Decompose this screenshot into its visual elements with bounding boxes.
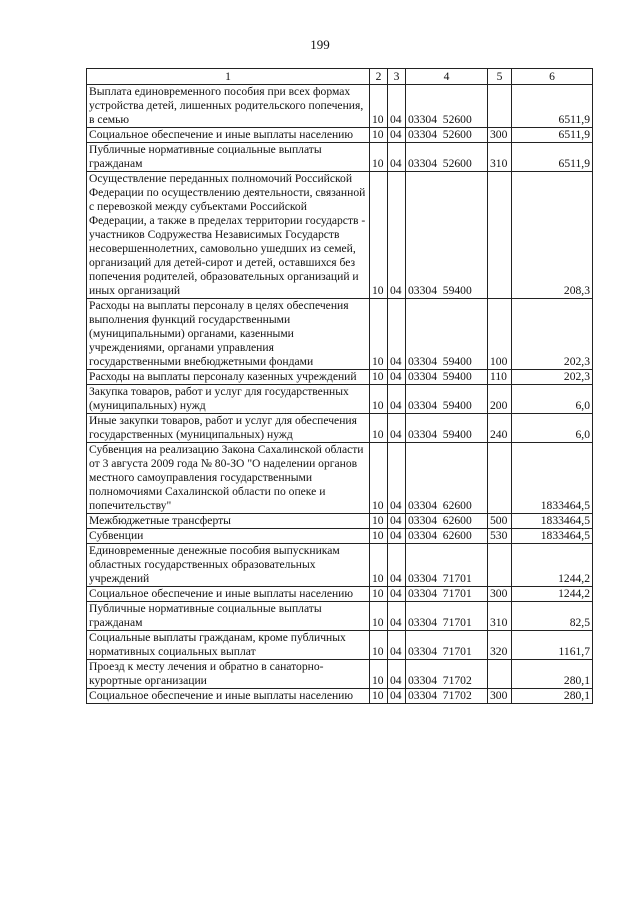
row-name: Иные закупки товаров, работ и услуг для обеспечения государственных (муниципальных) нужд xyxy=(87,414,370,443)
row-name: Расходы на выплаты персоналу казенных учреждений xyxy=(87,370,370,385)
row-subsection: 04 xyxy=(388,85,406,128)
row-expense-type: 300 xyxy=(488,689,512,704)
row-subsection: 04 xyxy=(388,128,406,143)
row-name: Социальные выплаты гражданам, кроме публичных нормативных социальных выплат xyxy=(87,631,370,660)
table-row xyxy=(87,529,593,544)
row-target-article: 03304 71702 xyxy=(406,660,488,689)
row-subsection: 04 xyxy=(388,143,406,172)
row-amount: 1833464,5 xyxy=(512,443,593,514)
row-name: Межбюджетные трансферты xyxy=(87,514,370,529)
row-amount: 1833464,5 xyxy=(512,529,593,544)
column-header: 5 xyxy=(488,69,512,85)
row-expense-type: 200 xyxy=(488,385,512,414)
row-expense-type xyxy=(488,85,512,128)
table-row xyxy=(87,143,593,172)
row-target-article: 03304 52600 xyxy=(406,128,488,143)
row-subsection: 04 xyxy=(388,414,406,443)
row-name: Социальное обеспечение и иные выплаты населению xyxy=(87,587,370,602)
row-amount: 280,1 xyxy=(512,689,593,704)
row-name: Субвенции xyxy=(87,529,370,544)
column-header: 6 xyxy=(512,69,593,85)
row-section: 10 xyxy=(370,602,388,631)
row-amount: 280,1 xyxy=(512,660,593,689)
page-number: 199 xyxy=(310,37,330,52)
row-expense-type: 240 xyxy=(488,414,512,443)
row-expense-type: 320 xyxy=(488,631,512,660)
row-target-article: 03304 59400 xyxy=(406,414,488,443)
row-amount: 208,3 xyxy=(512,172,593,299)
column-header: 3 xyxy=(388,69,406,85)
row-target-article: 03304 52600 xyxy=(406,85,488,128)
row-name: Единовременные денежные пособия выпускникам областных государственных образовательных учреждений xyxy=(87,544,370,587)
row-expense-type xyxy=(488,544,512,587)
row-section: 10 xyxy=(370,689,388,704)
row-amount: 1244,2 xyxy=(512,544,593,587)
row-subsection: 04 xyxy=(388,443,406,514)
row-target-article: 03304 71701 xyxy=(406,602,488,631)
table-row xyxy=(87,299,593,370)
table-row xyxy=(87,385,593,414)
table-row xyxy=(87,128,593,143)
row-amount: 82,5 xyxy=(512,602,593,631)
row-expense-type xyxy=(488,172,512,299)
row-name: Проезд к месту лечения и обратно в санаторно-курортные организации xyxy=(87,660,370,689)
row-subsection: 04 xyxy=(388,299,406,370)
table-row xyxy=(87,85,593,128)
table-row xyxy=(87,587,593,602)
row-section: 10 xyxy=(370,529,388,544)
row-expense-type: 310 xyxy=(488,602,512,631)
row-subsection: 04 xyxy=(388,660,406,689)
row-amount: 1244,2 xyxy=(512,587,593,602)
row-subsection: 04 xyxy=(388,602,406,631)
table-row xyxy=(87,414,593,443)
table-row xyxy=(87,443,593,514)
row-name: Социальное обеспечение и иные выплаты населению xyxy=(87,128,370,143)
row-section: 10 xyxy=(370,631,388,660)
table-row xyxy=(87,544,593,587)
row-amount: 6511,9 xyxy=(512,143,593,172)
row-target-article: 03304 59400 xyxy=(406,370,488,385)
header-row xyxy=(87,69,593,85)
row-target-article: 03304 52600 xyxy=(406,143,488,172)
row-target-article: 03304 62600 xyxy=(406,529,488,544)
row-target-article: 03304 59400 xyxy=(406,172,488,299)
row-name: Выплата единовременного пособия при всех формах устройства детей, лишенных родительского попечения, в семью xyxy=(87,85,370,128)
row-amount: 1833464,5 xyxy=(512,514,593,529)
row-expense-type: 300 xyxy=(488,587,512,602)
row-name: Публичные нормативные социальные выплаты гражданам xyxy=(87,143,370,172)
row-target-article: 03304 62600 xyxy=(406,443,488,514)
row-amount: 6,0 xyxy=(512,385,593,414)
table-row xyxy=(87,172,593,299)
row-subsection: 04 xyxy=(388,631,406,660)
table-row xyxy=(87,631,593,660)
row-section: 10 xyxy=(370,660,388,689)
row-target-article: 03304 59400 xyxy=(406,299,488,370)
row-expense-type: 310 xyxy=(488,143,512,172)
column-header: 1 xyxy=(87,69,370,85)
column-header: 4 xyxy=(406,69,488,85)
row-section: 10 xyxy=(370,587,388,602)
column-header: 2 xyxy=(370,69,388,85)
row-target-article: 03304 71701 xyxy=(406,587,488,602)
row-section: 10 xyxy=(370,128,388,143)
table-row xyxy=(87,689,593,704)
row-amount: 6,0 xyxy=(512,414,593,443)
row-section: 10 xyxy=(370,544,388,587)
row-subsection: 04 xyxy=(388,587,406,602)
row-target-article: 03304 71701 xyxy=(406,544,488,587)
row-amount: 6511,9 xyxy=(512,128,593,143)
row-section: 10 xyxy=(370,414,388,443)
row-name: Социальное обеспечение и иные выплаты населению xyxy=(87,689,370,704)
table-row xyxy=(87,370,593,385)
row-target-article: 03304 62600 xyxy=(406,514,488,529)
table-row xyxy=(87,660,593,689)
row-subsection: 04 xyxy=(388,529,406,544)
row-section: 10 xyxy=(370,385,388,414)
row-amount: 202,3 xyxy=(512,370,593,385)
row-name: Расходы на выплаты персоналу в целях обеспечения выполнения функций государственными (муниципальными) органами, казенными учреждениями, органами управления государственными внебюджетными фондами xyxy=(87,299,370,370)
row-expense-type: 100 xyxy=(488,299,512,370)
row-section: 10 xyxy=(370,143,388,172)
row-amount: 202,3 xyxy=(512,299,593,370)
row-expense-type: 300 xyxy=(488,128,512,143)
row-section: 10 xyxy=(370,85,388,128)
table-row xyxy=(87,602,593,631)
row-section: 10 xyxy=(370,370,388,385)
row-subsection: 04 xyxy=(388,385,406,414)
row-subsection: 04 xyxy=(388,370,406,385)
row-amount: 6511,9 xyxy=(512,85,593,128)
row-target-article: 03304 71702 xyxy=(406,689,488,704)
row-expense-type xyxy=(488,443,512,514)
row-name: Осуществление переданных полномочий Российской Федерации по осуществлению деятельности, связанной с перевозкой между субъектами Российской Федерации, а также в пределах территории государств - участников Содружества Независимых Государств несовершеннолетних, самовольно ушедших из семей, организаций для детей-сирот и детей, оставшихся без попечения родителей, образовательных организаций и иных организаций xyxy=(87,172,370,299)
row-expense-type: 110 xyxy=(488,370,512,385)
row-subsection: 04 xyxy=(388,514,406,529)
row-name: Субвенция на реализацию Закона Сахалинской области от 3 августа 2009 года № 80-ЗО "О наделении органов местного самоуправления государственными полномочиями Сахалинской области по опеке и попечительству" xyxy=(87,443,370,514)
row-name: Публичные нормативные социальные выплаты гражданам xyxy=(87,602,370,631)
row-section: 10 xyxy=(370,514,388,529)
budget-table xyxy=(86,68,593,704)
row-section: 10 xyxy=(370,299,388,370)
row-subsection: 04 xyxy=(388,689,406,704)
row-name: Закупка товаров, работ и услуг для государственных (муниципальных) нужд xyxy=(87,385,370,414)
row-target-article: 03304 59400 xyxy=(406,385,488,414)
row-amount: 1161,7 xyxy=(512,631,593,660)
row-target-article: 03304 71701 xyxy=(406,631,488,660)
row-expense-type: 500 xyxy=(488,514,512,529)
table-row xyxy=(87,514,593,529)
row-expense-type: 530 xyxy=(488,529,512,544)
row-expense-type xyxy=(488,660,512,689)
row-section: 10 xyxy=(370,172,388,299)
row-subsection: 04 xyxy=(388,544,406,587)
row-subsection: 04 xyxy=(388,172,406,299)
row-section: 10 xyxy=(370,443,388,514)
